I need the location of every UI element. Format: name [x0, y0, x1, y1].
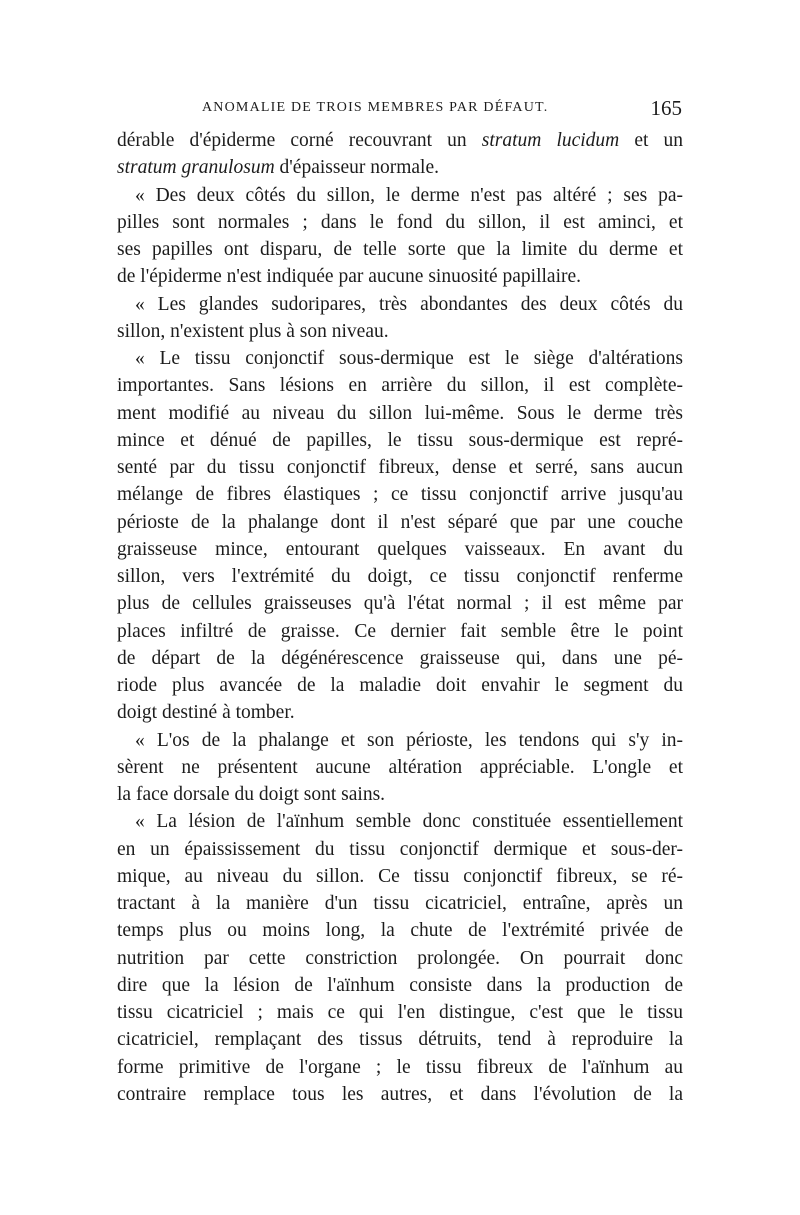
text-line: sillon, n'existent plus à son niveau.: [117, 320, 389, 342]
text-line: temps plus ou moins long, la chute de l'extrémité privée de: [117, 920, 683, 942]
italic-term: stratum granulosum: [117, 157, 275, 179]
text-line: cicatriciel, remplaçant des tissus détruits, tend à reproduire la: [117, 1029, 683, 1051]
text-line: périoste de la phalange dont il n'est séparé que par une couche: [117, 511, 683, 533]
text-span: et un: [619, 130, 683, 151]
text-line: nutrition par cette constriction prolongée. On pourrait donc: [117, 947, 683, 969]
running-head: [116, 96, 682, 120]
text-line: mince et dénué de papilles, le tissu sous-dermique est repré-: [117, 429, 683, 451]
text-line: contraire remplace tous les autres, et dans l'évolution de la: [117, 1083, 683, 1105]
text-line: tractant à la manière d'un tissu cicatriciel, entraîne, après un: [117, 893, 683, 914]
text-line: importantes. Sans lésions en arrière du sillon, il est complète-: [117, 375, 683, 397]
text-line: ment modifié au niveau du sillon lui-même. Sous le derme très: [117, 402, 683, 424]
text-line: [117, 127, 683, 154]
text-line: doigt destiné à tomber.: [117, 702, 295, 724]
paragraph-start-line: « L'os de la phalange et son périoste, les tendons qui s'y in-: [135, 729, 683, 751]
text-span: d'épaisseur normale.: [274, 157, 439, 179]
text-line: ses papilles ont disparu, de telle sorte que la limite du derme et: [117, 239, 683, 260]
paragraph-start-line: « Le tissu conjonctif sous-dermique est le siège d'altérations: [135, 348, 683, 369]
text-line: riode plus avancée de la maladie doit envahir le segment du: [117, 675, 683, 696]
text-line: [117, 154, 683, 181]
text-line: tissu cicatriciel ; mais ce qui l'en distingue, c'est que le tissu: [117, 1002, 683, 1023]
text-line: mique, au niveau du sillon. Ce tissu conjonctif fibreux, se ré-: [117, 865, 683, 887]
text-line: dire que la lésion de l'aïnhum consiste dans la production de: [117, 974, 683, 996]
text-line: de départ de la dégénérescence graisseuse qui, dans une pé-: [117, 647, 683, 669]
text-line: graisseuse mince, entourant quelques vaisseaux. En avant du: [117, 538, 683, 560]
italic-term: stratum lucidum: [481, 130, 620, 151]
running-title: ANOMALIE DE TROIS MEMBRES PAR DÉFAUT.: [202, 100, 549, 115]
text-line: en un épaississement du tissu conjonctif dermique et sous-der-: [117, 838, 683, 860]
text-span: dérable d'épiderme corné recouvrant un: [117, 130, 482, 151]
page-number: 165: [650, 96, 682, 120]
body-text: [117, 127, 683, 1108]
text-line: mélange de fibres élastiques ; ce tissu conjonctif arrive jusqu'au: [117, 484, 683, 506]
text-line: places infiltré de graisse. Ce dernier fait semble être le point: [117, 620, 683, 642]
paragraph-start-line: « Les glandes sudoripares, très abondantes des deux côtés du: [135, 293, 683, 315]
text-line: sillon, vers l'extrémité du doigt, ce tissu conjonctif renferme: [117, 566, 683, 587]
paragraph-start-line: « La lésion de l'aïnhum semble donc constituée essentiellement: [135, 811, 683, 833]
text-line: pilles sont normales ; dans le fond du sillon, il est aminci, et: [117, 211, 683, 233]
text-line: sèrent ne présentent aucune altération appréciable. L'ongle et: [117, 756, 683, 778]
text-line: la face dorsale du doigt sont sains.: [117, 784, 386, 805]
text-line: senté par du tissu conjonctif fibreux, dense et serré, sans aucun: [117, 457, 683, 478]
text-line: de l'épiderme n'est indiquée par aucune sinuosité papillaire.: [117, 266, 582, 288]
paragraph-start-line: « Des deux côtés du sillon, le derme n'est pas altéré ; ses pa-: [135, 184, 683, 206]
text-line: plus de cellules graisseuses qu'à l'état normal ; il est même par: [117, 593, 683, 615]
text-line: forme primitive de l'organe ; le tissu fibreux de l'aïnhum au: [117, 1056, 683, 1078]
